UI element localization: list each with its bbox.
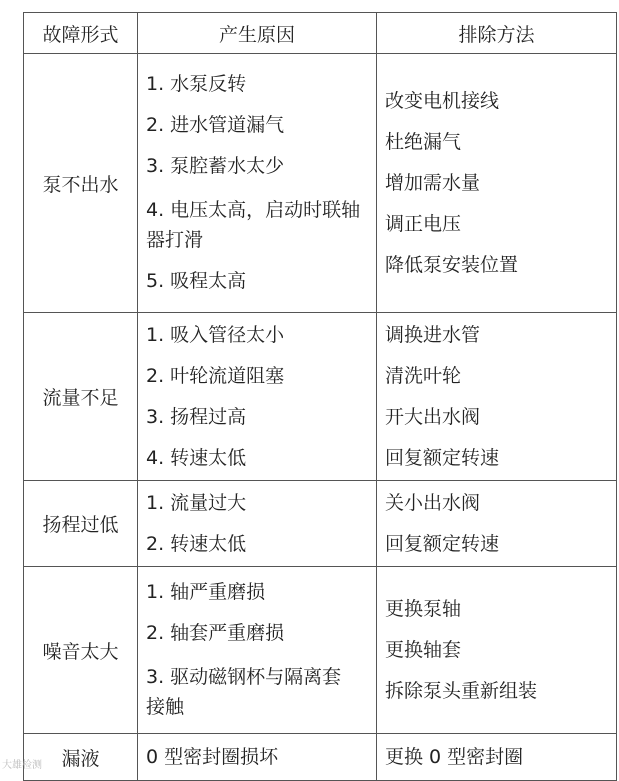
fault-mode-cell: 扬程过低 [24,481,138,567]
cause-line: 3. 扬程过高 [146,405,247,428]
cause-line: 4. 转速太低 [146,446,247,469]
remedy-line: 更换 0 型密封圈 [385,745,524,768]
cause-line: 接触 [146,696,185,718]
remedy-line: 改变电机接线 [385,89,500,112]
cause-cell [138,567,377,734]
remedy-cell [377,481,617,567]
remedy-line: 回复额定转速 [385,446,500,469]
remedy-line: 增加需水量 [385,171,481,194]
remedy-line: 调正电压 [385,212,462,235]
remedy-cell [377,734,617,781]
fault-mode-cell: 噪音太大 [24,567,138,734]
cause-line: 3. 驱动磁钢杯与隔离套 [146,666,342,688]
remedy-line: 更换轴套 [385,638,462,661]
cause-cell [138,54,377,313]
cause-line: 2. 进水管道漏气 [146,114,285,136]
cause-line: 2. 叶轮流道阻塞 [146,364,285,387]
remedy-line: 开大出水阀 [385,405,481,428]
remedy-line: 更换泵轴 [385,597,462,620]
remedy-cell [377,567,617,734]
cause-line: 5. 吸程太高 [146,270,247,292]
remedy-line: 关小出水阀 [385,491,481,514]
header-cause: 产生原因 [138,13,377,54]
remedy-line: 拆除泵头重新组装 [385,679,538,702]
cause-line: 1. 水泵反转 [146,73,247,95]
cause-line: 1. 吸入管径太小 [146,323,285,346]
remedy-line: 杜绝漏气 [385,130,462,153]
cause-line: 0 型密封圈损坏 [146,745,279,768]
table-row [24,481,617,567]
remedy-line: 回复额定转速 [385,532,500,555]
remedy-cell [377,54,617,313]
remedy-line: 调换进水管 [385,323,481,346]
remedy-cell [377,313,617,481]
fault-mode-cell: 漏液 [24,734,138,781]
watermark: 大雄检测 [2,760,42,771]
cause-line: 2. 轴套严重磨损 [146,622,285,644]
cause-line: 3. 泵腔蓄水太少 [146,155,285,177]
fault-mode-cell: 流量不足 [24,313,138,481]
cause-cell [138,734,377,781]
cause-line: 器打滑 [146,229,204,251]
cause-line: 1. 轴严重磨损 [146,581,266,603]
header-remedy: 排除方法 [377,13,617,54]
cause-line: 1. 流量过大 [146,491,247,514]
table-row [24,54,617,313]
fault-mode-cell: 泵不出水 [24,54,138,313]
header-row [24,13,617,54]
table-row [24,734,617,781]
remedy-line: 清洗叶轮 [385,364,462,387]
table-row [24,567,617,734]
remedy-line: 降低泵安装位置 [385,253,519,276]
cause-cell [138,481,377,567]
header-fault-mode: 故障形式 [24,13,138,54]
cause-line: 4. 电压太高，启动时联轴 [146,199,361,221]
fault-table [23,12,617,781]
cause-line: 2. 转速太低 [146,532,247,555]
cause-cell [138,313,377,481]
table-row [24,313,617,481]
